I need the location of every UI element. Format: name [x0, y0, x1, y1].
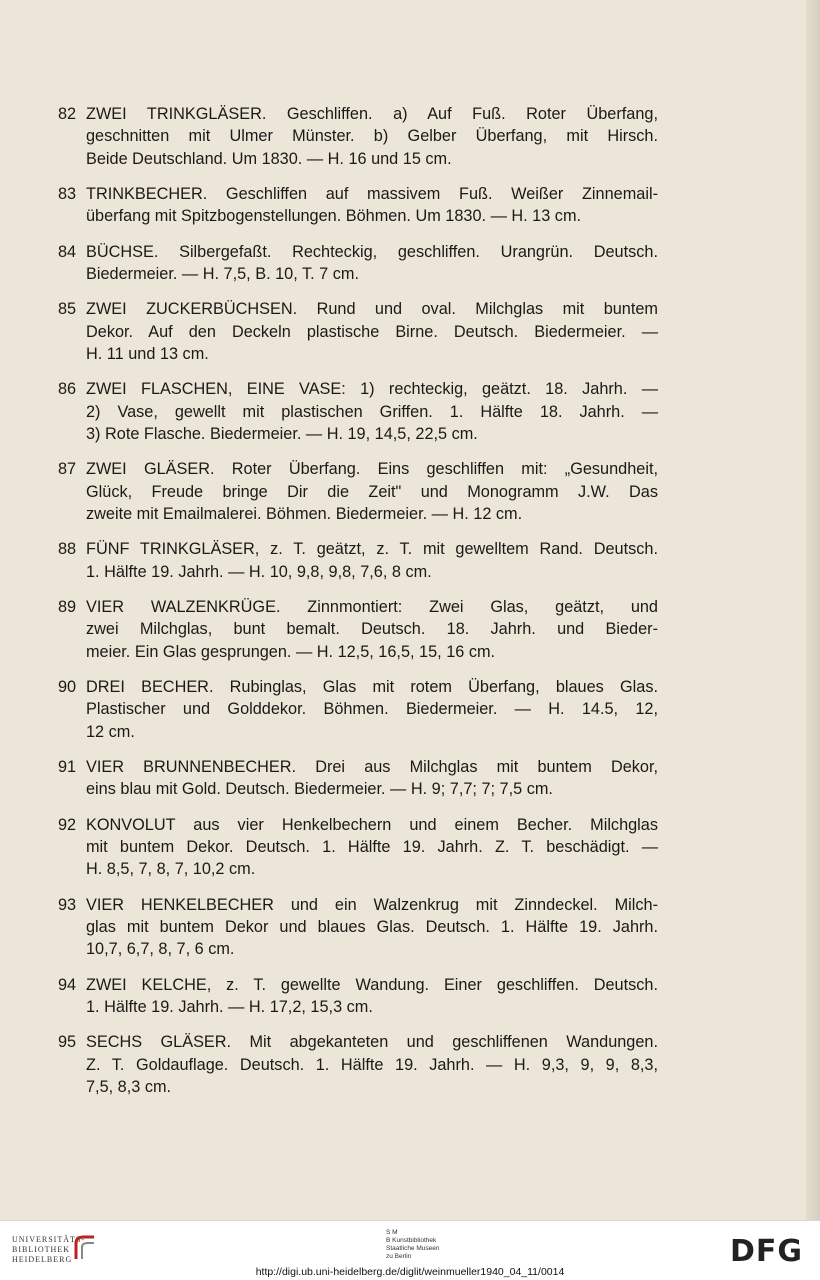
catalog-entry	[58, 1031, 658, 1098]
university-mark-icon	[72, 1233, 98, 1263]
kunstbibliothek-logo-line: zu Berlin	[386, 1253, 412, 1260]
kunstbibliothek-logo[interactable]	[386, 1229, 439, 1261]
entry-number: 82	[58, 105, 77, 123]
catalog-entry	[58, 756, 658, 801]
entry-line: SECHS GLÄSER. Mit abgekanteten und geschliffenen Wandungen.	[86, 1033, 658, 1052]
entry-number: 86	[58, 380, 77, 399]
catalog-entry	[58, 974, 658, 1019]
entry-line: ZWEI KELCHE, z. T. gewellte Wandung. Einer geschliffen. Deutsch.	[86, 975, 658, 994]
entry-line: überfang mit Spitzbogenstellungen. Böhmen. Um 1830. — H. 13 cm.	[86, 207, 582, 226]
university-logo-line: UNIVERSITÄTS-	[12, 1235, 85, 1244]
catalog-entry	[58, 814, 658, 881]
entry-number: 90	[58, 677, 77, 696]
entry-line: eins blau mit Gold. Deutsch. Biedermeier. — H. 9; 7,7; 7; 7,5 cm.	[86, 780, 553, 799]
entry-line: 3) Rote Flasche. Biedermeier. — H. 19, 14,5, 22,5 cm.	[86, 425, 478, 444]
entry-line: Z. T. Goldauflage. Deutsch. 1. Hälfte 19. Jahrh. — H. 9,3, 9, 9, 8,3,	[86, 1055, 658, 1074]
university-logo-line: HEIDELBERG	[12, 1255, 73, 1264]
entry-line: zwei Milchglas, bunt bemalt. Deutsch. 18. Jahrh. und Bieder-	[86, 620, 658, 639]
entry-text	[86, 596, 658, 663]
entry-line: VIER BRUNNENBECHER. Drei aus Milchglas mit buntem Dekor,	[86, 757, 658, 776]
entry-number: 87	[58, 460, 77, 479]
page-edge	[806, 0, 820, 1220]
entry-line: ZWEI GLÄSER. Roter Überfang. Eins geschliffen mit: „Gesundheit,	[86, 460, 658, 479]
entry-number: 93	[58, 895, 77, 914]
entry-text	[86, 183, 658, 228]
entry-line: VIER WALZENKRÜGE. Zinnmontiert: Zwei Glas, geätzt, und	[86, 597, 658, 616]
entry-text	[86, 241, 658, 286]
entry-number: 89	[58, 597, 77, 616]
kunstbibliothek-logo-line: B Kunstbibliothek	[386, 1237, 437, 1244]
entry-line: H. 8,5, 7, 8, 7, 10,2 cm.	[86, 860, 256, 879]
catalog-entry	[58, 458, 658, 525]
entry-number: 83	[58, 185, 77, 204]
entry-number: 92	[58, 815, 77, 834]
kunstbibliothek-logo-line: Staatliche Museen	[386, 1245, 440, 1252]
entry-line: Beide Deutschland. Um 1830. — H. 16 und 15 cm.	[86, 149, 452, 168]
entry-text	[86, 894, 658, 961]
catalog-entry	[58, 596, 658, 663]
entry-line: 2) Vase, gewellt mit plastischen Griffen. 1. Hälfte 18. Jahrh. —	[86, 402, 658, 421]
catalog-entry	[58, 241, 658, 286]
entry-line: Glück, Freude bringe Dir die Zeit" und Monogramm J.W. Das	[86, 482, 658, 501]
entry-line: 1. Hälfte 19. Jahrh. — H. 10, 9,8, 9,8, 7,6, 8 cm.	[86, 562, 432, 581]
entry-number: 94	[58, 975, 77, 994]
university-logo-line: BIBLIOTHEK	[12, 1245, 70, 1254]
catalog-entry	[58, 183, 658, 228]
entry-text	[86, 974, 658, 1019]
entry-line: Biedermeier. — H. 7,5, B. 10, T. 7 cm.	[86, 265, 359, 284]
entry-text	[86, 1031, 658, 1098]
catalog-entry	[58, 676, 658, 743]
entry-line: mit buntem Dekor. Deutsch. 1. Hälfte 19. Jahrh. Z. T. beschädigt. —	[86, 837, 658, 856]
entry-line: TRINKBECHER. Geschliffen auf massivem Fuß. Weißer Zinnemail-	[86, 185, 658, 204]
entry-text	[86, 458, 658, 525]
entry-number: 95	[58, 1033, 77, 1052]
entry-text	[86, 538, 658, 583]
dfg-logo-text: DFG	[730, 1235, 804, 1265]
entry-text	[86, 103, 658, 170]
catalog-entries	[58, 103, 658, 1111]
kunstbibliothek-logo-line: S M	[386, 1229, 398, 1236]
entry-line: zweite mit Emailmalerei. Böhmen. Biedermeier. — H. 12 cm.	[86, 505, 523, 524]
entry-line: 10,7, 6,7, 8, 7, 6 cm.	[86, 940, 235, 959]
entry-number: 91	[58, 757, 77, 776]
entry-line: 12 cm.	[86, 722, 135, 741]
entry-line: Plastischer und Golddekor. Böhmen. Biedermeier. — H. 14.5, 12,	[86, 700, 658, 719]
catalog-entry	[58, 378, 658, 445]
entry-line: DREI BECHER. Rubinglas, Glas mit rotem Überfang, blaues Glas.	[86, 677, 658, 696]
entry-line: glas mit buntem Dekor und blaues Glas. Deutsch. 1. Hälfte 19. Jahrh.	[86, 917, 658, 936]
catalog-entry	[58, 298, 658, 365]
entry-line: KONVOLUT aus vier Henkelbechern und einem Becher. Milchglas	[86, 815, 658, 834]
entry-text	[86, 378, 658, 445]
catalog-entry	[58, 103, 658, 170]
entry-text	[86, 298, 658, 365]
entry-number: 85	[58, 300, 77, 319]
dfg-logo[interactable]	[730, 1235, 806, 1265]
entry-number: 84	[58, 242, 77, 261]
catalog-entry	[58, 894, 658, 961]
entry-text	[86, 676, 658, 743]
entry-line: ZWEI ZUCKERBÜCHSEN. Rund und oval. Milchglas mit buntem	[86, 300, 658, 319]
entry-text	[86, 756, 658, 801]
entry-line: ZWEI FLASCHEN, EINE VASE: 1) rechteckig, geätzt. 18. Jahrh. —	[86, 380, 658, 399]
catalog-entry	[58, 538, 658, 583]
entry-line: geschnitten mit Ulmer Münster. b) Gelber Überfang, mit Hirsch.	[86, 127, 658, 146]
source-url[interactable]: http://digi.ub.uni-heidelberg.de/diglit/weinmueller1940_04_11/0014	[255, 1266, 565, 1278]
entry-line: Dekor. Auf den Deckeln plastische Birne. Deutsch. Biedermeier. —	[86, 322, 658, 341]
entry-line: ZWEI TRINKGLÄSER. Geschliffen. a) Auf Fuß. Roter Überfang,	[86, 105, 658, 123]
entry-text	[86, 814, 658, 881]
entry-line: meier. Ein Glas gesprungen. — H. 12,5, 16,5, 15, 16 cm.	[86, 642, 496, 661]
entry-line: FÜNF TRINKGLÄSER, z. T. geätzt, z. T. mit gewelltem Rand. Deutsch.	[86, 540, 658, 559]
entry-number: 88	[58, 540, 77, 559]
entry-line: H. 11 und 13 cm.	[86, 345, 209, 364]
entry-line: 7,5, 8,3 cm.	[86, 1077, 172, 1096]
entry-line: 1. Hälfte 19. Jahrh. — H. 17,2, 15,3 cm.	[86, 997, 373, 1016]
entry-line: BÜCHSE. Silbergefaßt. Rechteckig, geschliffen. Urangrün. Deutsch.	[86, 242, 658, 261]
entry-line: VIER HENKELBECHER und ein Walzenkrug mit Zinndeckel. Milch-	[86, 895, 658, 914]
